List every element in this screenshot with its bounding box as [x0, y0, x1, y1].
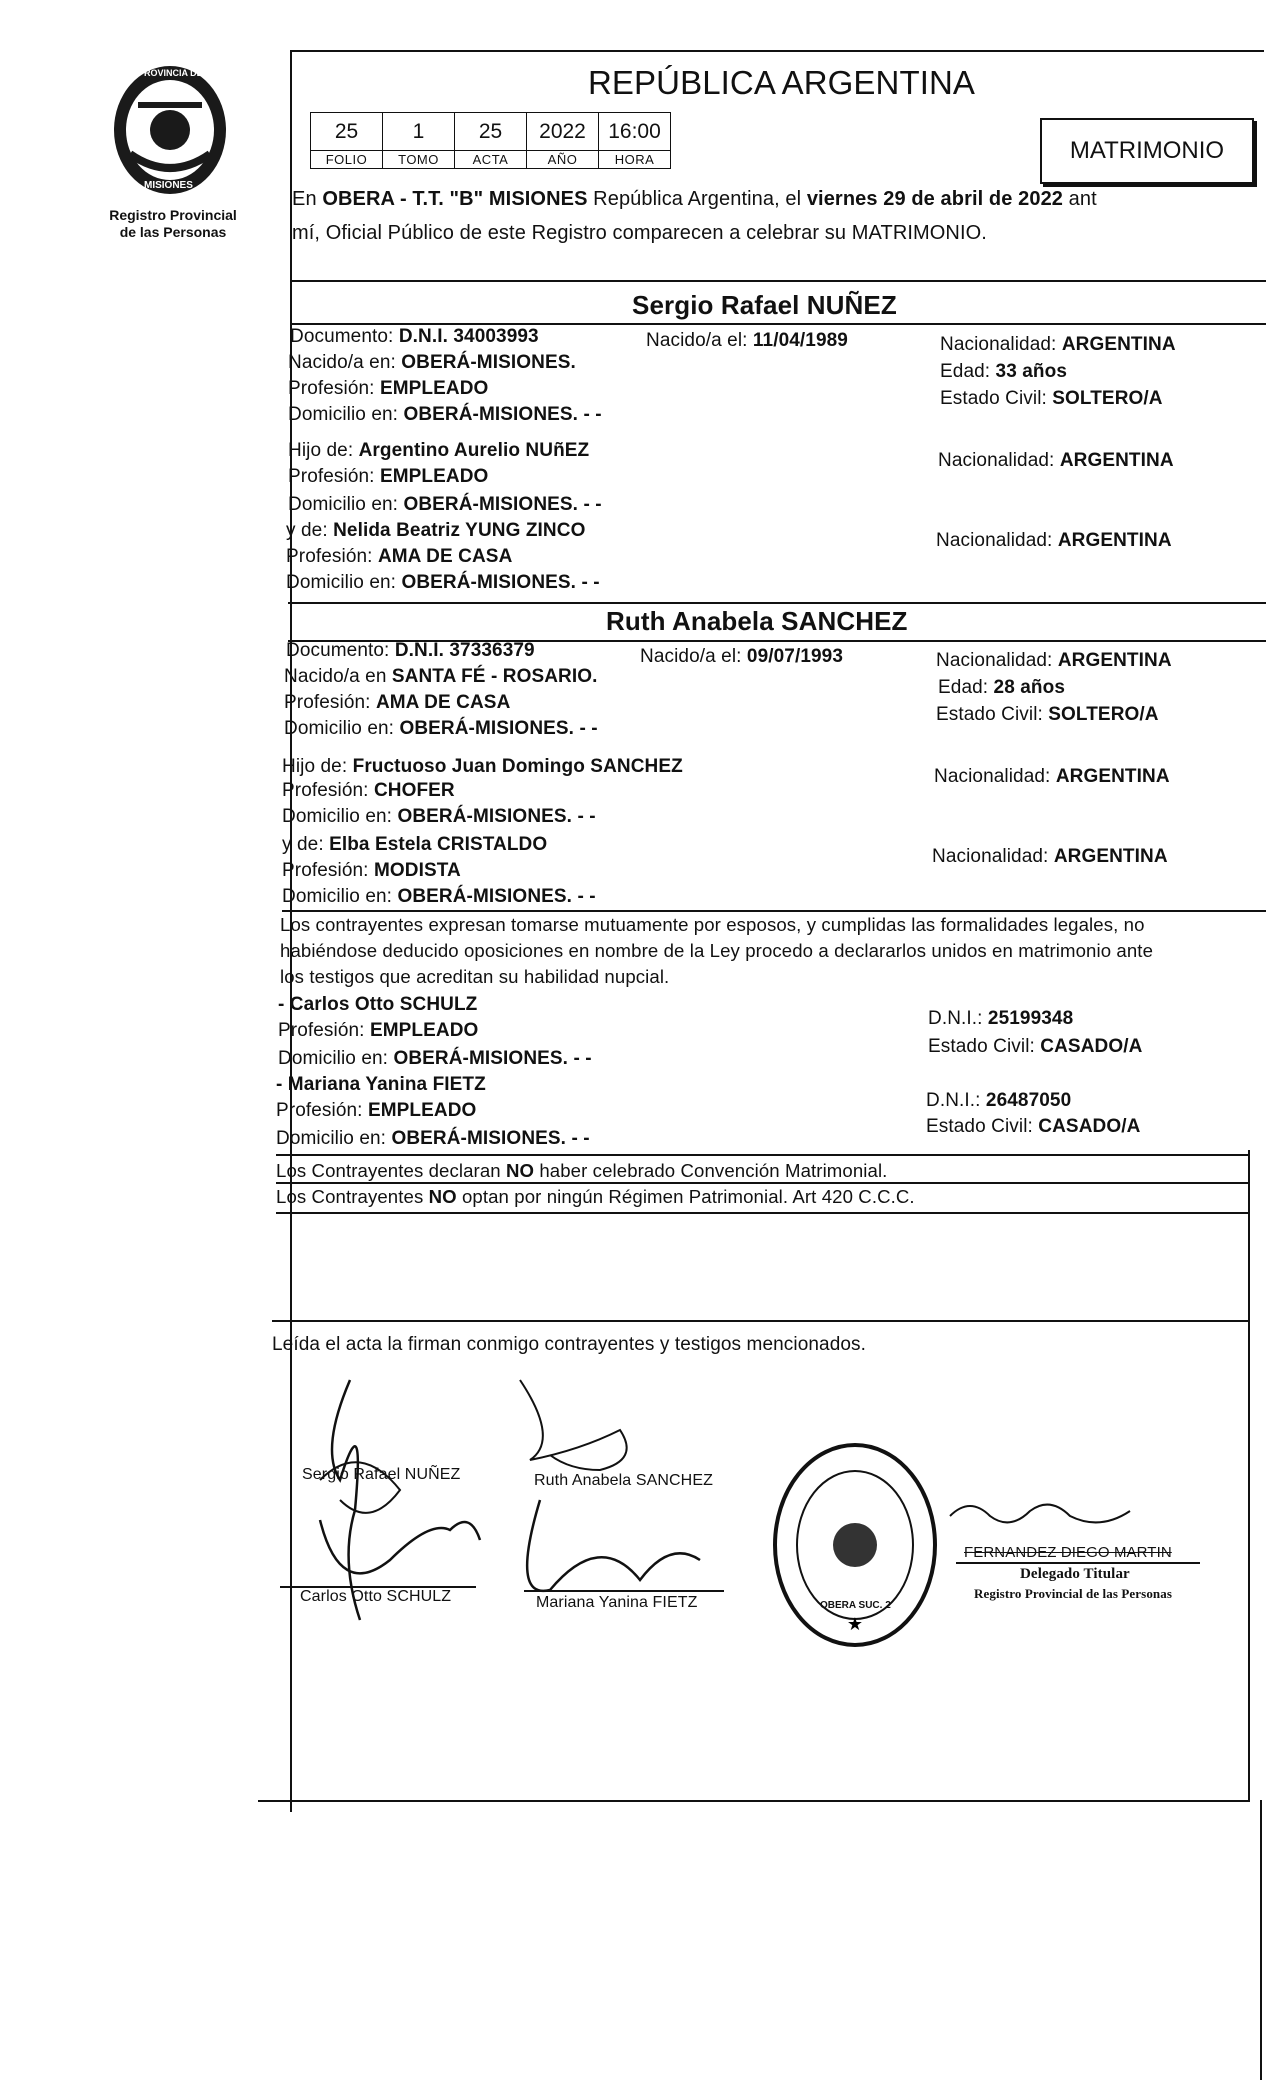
spouse1-document: Documento: D.N.I. 34003993: [290, 326, 539, 347]
anio-label: AÑO: [527, 151, 599, 169]
witness2-address: Domicilio en: OBERÁ-MISIONES. - -: [276, 1128, 590, 1149]
hora-value: 16:00: [599, 113, 671, 151]
country-title: REPÚBLICA ARGENTINA: [588, 64, 976, 101]
folio-value: 25: [311, 113, 383, 151]
folio-label: FOLIO: [311, 151, 383, 169]
spouse2-nationality: Nacionalidad: ARGENTINA: [936, 650, 1172, 671]
witness1-name: - Carlos Otto SCHULZ: [278, 994, 478, 1015]
spouse1-birthplace: Nacido/a en: OBERÁ-MISIONES.: [288, 352, 576, 373]
official-name: FERNANDEZ DIEGO MARTIN: [964, 1544, 1172, 1561]
hora-label: HORA: [599, 151, 671, 169]
signature-label-3: Carlos Otto SCHULZ: [300, 1588, 452, 1605]
spouse1-mother-profession: Profesión: AMA DE CASA: [286, 546, 513, 567]
spouse1-name: Sergio Rafael NUÑEZ: [632, 290, 897, 320]
witness1-dni: D.N.I.: 25199348: [928, 1008, 1074, 1029]
spouse2-profession: Profesión: AMA DE CASA: [284, 692, 511, 713]
spouse2-address: Domicilio en: OBERÁ-MISIONES. - -: [284, 718, 598, 739]
province-logo: [108, 62, 232, 204]
record-table: [310, 112, 671, 169]
spouse1-civil-status: Estado Civil: SOLTERO/A: [940, 388, 1163, 409]
official-organization: Registro Provincial de las Personas: [974, 1586, 1173, 1601]
logo-caption-line2: de las Personas: [119, 224, 227, 240]
intro-date: viernes 29 de abril de 2022: [806, 188, 1064, 210]
tomo-value: 1: [383, 113, 455, 151]
witness1-civil-status: Estado Civil: CASADO/A: [928, 1036, 1143, 1057]
tomo-label: TOMO: [383, 151, 455, 169]
spouse2-mother-profession: Profesión: MODISTA: [282, 860, 461, 881]
witness2-name: - Mariana Yanina FIETZ: [276, 1074, 486, 1095]
spouse2-born-date: Nacido/a el: 09/07/1993: [640, 646, 844, 667]
record-type-box: MATRIMONIO: [1040, 118, 1254, 184]
logo-text-bottom: MISIONES: [144, 180, 193, 191]
acta-value: 25: [455, 113, 527, 151]
spouse1-father: Hijo de: Argentino Aurelio NUñEZ: [288, 440, 590, 461]
svg-text:★: ★: [846, 1614, 864, 1635]
spouse2-mother: y de: Elba Estela CRISTALDO: [282, 834, 548, 855]
witness1-address: Domicilio en: OBERÁ-MISIONES. - -: [278, 1048, 592, 1069]
logo-caption: [98, 207, 248, 241]
intro-text-1: En: [292, 188, 323, 210]
spouse2-name: Ruth Anabela SANCHEZ: [606, 606, 908, 636]
signature-label-2: Ruth Anabela SANCHEZ: [534, 1472, 713, 1489]
closing-text: Leída el acta la firman conmigo contrayentes y testigos mencionados.: [272, 1334, 867, 1355]
intro-text-2: República Argentina, el: [587, 188, 807, 210]
witness2-dni: D.N.I.: 26487050: [926, 1090, 1072, 1111]
spouse1-nationality: Nacionalidad: ARGENTINA: [940, 334, 1176, 355]
spouse2-father-profession: Profesión: CHOFER: [282, 780, 455, 801]
witness2-profession: Profesión: EMPLEADO: [276, 1100, 477, 1121]
intro-text-3: ant: [1063, 188, 1097, 210]
convention-line2: Los Contrayentes NO optan por ningún Régimen Patrimonial. Art 420 C.C.C.: [276, 1186, 915, 1207]
spouse1-born-date: Nacido/a el: 11/04/1989: [646, 330, 848, 351]
acta-label: ACTA: [455, 151, 527, 169]
spouse1-father-profession: Profesión: EMPLEADO: [288, 466, 489, 487]
official-signature: [940, 1486, 1180, 1546]
spouse2-father-address: Domicilio en: OBERÁ-MISIONES. - -: [282, 806, 596, 827]
official-title: Delegado Titular: [1020, 1566, 1130, 1582]
spouse1-mother-address: Domicilio en: OBERÁ-MISIONES. - -: [286, 572, 600, 593]
convention-line1: Los Contrayentes declaran NO haber celebrado Convención Matrimonial.: [276, 1160, 888, 1181]
spouse1-age: Edad: 33 años: [940, 361, 1067, 382]
spouse2-mother-address: Domicilio en: OBERÁ-MISIONES. - -: [282, 886, 596, 907]
spouse1-address: Domicilio en: OBERÁ-MISIONES. - -: [288, 404, 602, 425]
spouse2-document: Documento: D.N.I. 37336379: [286, 640, 535, 661]
logo-text-top: PROVINCIA DE: [138, 68, 203, 78]
spouse2-age: Edad: 28 años: [938, 677, 1065, 698]
declaration-line3: los testigos que acreditan su habilidad nupcial.: [280, 966, 670, 987]
spouse2-birthplace: Nacido/a en SANTA FÉ - ROSARIO.: [284, 666, 598, 687]
spouse1-mother: y de: Nelida Beatriz YUNG ZINCO: [286, 520, 586, 541]
spouse2-father-nationality: Nacionalidad: ARGENTINA: [934, 766, 1170, 787]
witness2-civil-status: Estado Civil: CASADO/A: [926, 1116, 1141, 1137]
declaration-line2: habiéndose deducido oposiciones en nombre de la Ley procedo a declararlos unidos en matrimonio ante: [280, 940, 1154, 961]
witness1-profession: Profesión: EMPLEADO: [278, 1020, 479, 1041]
signature-label-1: Sergio Rafael NUÑEZ: [302, 1466, 461, 1483]
declaration-line1: Los contrayentes expresan tomarse mutuamente por esposos, y cumplidas las formalidades legales, no: [280, 914, 1145, 935]
seal-inner-text: OBERA SUC. 2: [820, 1600, 891, 1611]
spouse2-mother-nationality: Nacionalidad: ARGENTINA: [932, 846, 1168, 867]
spouse1-profession: Profesión: EMPLEADO: [288, 378, 489, 399]
spouse2-father: Hijo de: Fructuoso Juan Domingo SANCHEZ: [282, 756, 683, 777]
spouse1-mother-nationality: Nacionalidad: ARGENTINA: [936, 530, 1172, 551]
signature-label-4: Mariana Yanina FIETZ: [536, 1594, 698, 1611]
spouse1-father-nationality: Nacionalidad: ARGENTINA: [938, 450, 1174, 471]
intro-line2: mí, Oficial Público de este Registro comparecen a celebrar su MATRIMONIO.: [292, 222, 987, 244]
anio-value: 2022: [527, 113, 599, 151]
logo-caption-line1: Registro Provincial: [109, 207, 237, 223]
intro-place: OBERA - T.T. "B" MISIONES: [322, 188, 588, 210]
spouse2-civil-status: Estado Civil: SOLTERO/A: [936, 704, 1159, 725]
registry-seal: [770, 1440, 940, 1650]
intro-line1: [292, 188, 1097, 211]
spouse1-father-address: Domicilio en: OBERÁ-MISIONES. - -: [288, 494, 602, 515]
